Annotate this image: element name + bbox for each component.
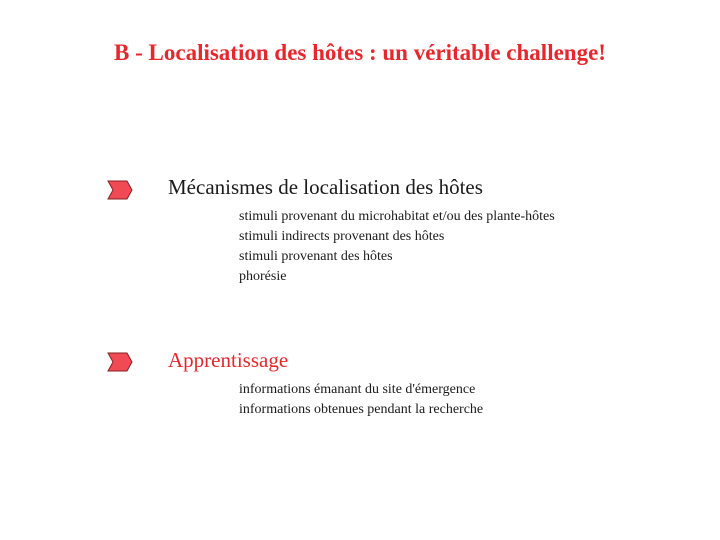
arrow-bullet-icon [107, 180, 133, 200]
slide-title: B - Localisation des hôtes : un véritable challenge! [114, 40, 606, 65]
list-item: stimuli indirects provenant des hôtes [239, 229, 445, 244]
list-item: informations émanant du site d'émergence [239, 382, 476, 397]
arrow-bullet-icon [107, 352, 133, 372]
sub-list [239, 207, 555, 287]
list-item: stimuli provenant des hôtes [239, 249, 393, 264]
list-item: phorésie [239, 269, 287, 284]
list-item: stimuli provenant du microhabitat et/ou des plante-hôtes [239, 209, 555, 224]
section-heading: Mécanismes de localisation des hôtes [168, 175, 483, 199]
section-heading: Apprentissage [168, 348, 289, 372]
sub-list [239, 380, 483, 420]
list-item: informations obtenues pendant la recherche [239, 402, 484, 417]
